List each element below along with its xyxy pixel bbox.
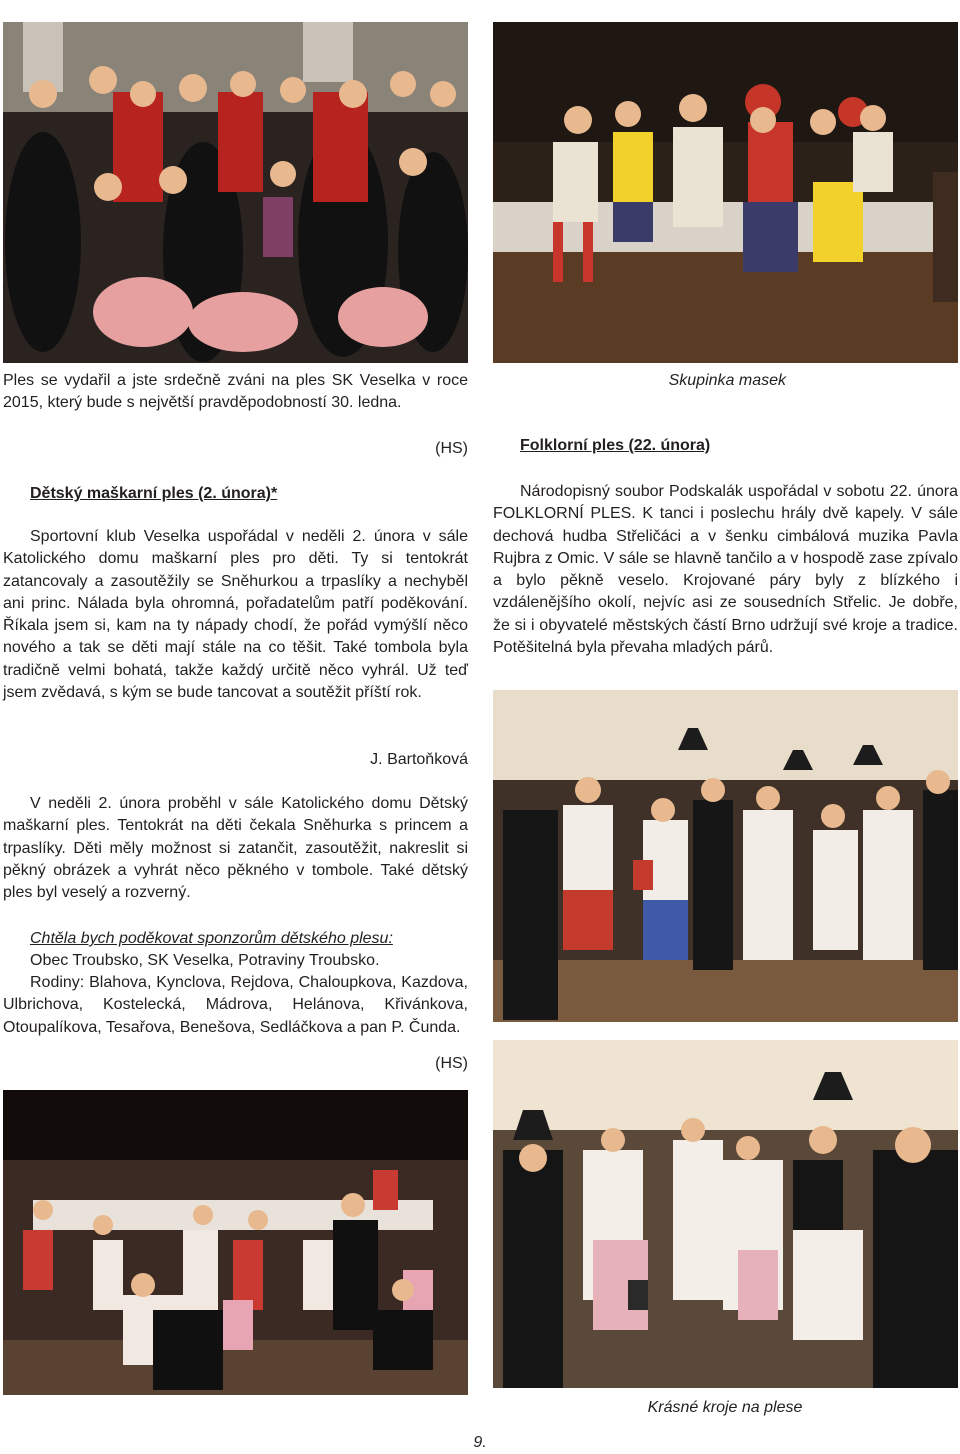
page-number: 9. [473, 1434, 487, 1451]
second-report-paragraph: V neděli 2. února proběhl v sále Katolického domu Dětský maškarní ples. Tentokrát na děti čekala Sněhurka s princem a trpaslíky. Děti měly možnost si zatančit, zasoutěžit, nakreslit si pěkný obrázek a vyhrát něco pěkného v tombole. Také dětský ples byl veselý a rozverný. [3, 795, 468, 902]
folk-ball-body: Národopisný soubor Podskalák uspořádal v sobotu 22. února FOLKLORNÍ PLES. K tanci i poslechu hrály dvě kapely. V sále dechová hudba Střeličáci a v šenku cimbálová muzika Pavla Rujbra z Omic. V sále se hlavně tančilo a v hospodě zase zpívalo a bylo pěkně veselo. Krojované páry byly z blízkého i vzdálenějšího okolí, nejvíc asi ze sousedních Střelic. Je dobře, že si i obyvatelé městských částí Brno udržují své kroje a tradice. Potěšitelná byla převaha mladých párů. [493, 483, 958, 657]
photo-folk-costumes [493, 1040, 958, 1388]
sponsors-line-1: Obec Troubsko, SK Veselka, Potraviny Troubsko. [30, 952, 380, 969]
childrens-ball-heading: Dětský maškarní ples (2. února)* [30, 485, 278, 502]
caption-costumes: Krásné kroje na plese [647, 1399, 803, 1416]
photo-folk-dancers [493, 690, 958, 1022]
folk-ball-heading: Folklorní ples (22. února) [520, 437, 711, 454]
photo-childrens-ball [3, 1090, 468, 1395]
sponsors-heading: Chtěla bych poděkovat sponzorům dětského plesu: [30, 930, 393, 947]
ples-intro-paragraph: Ples se vydařil a jste srdečně zváni na ples SK Veselka v roce 2015, který bude s největší pravděpodobností 30. ledna. [3, 372, 468, 412]
photo-mask-group [493, 22, 958, 363]
signature-hs-1: (HS) [435, 440, 468, 457]
caption-masks: Skupinka masek [668, 372, 786, 389]
signature-bartonkova: J. Bartoňková [370, 751, 468, 768]
sponsors-families: Rodiny: Blahova, Kynclova, Rejdova, Chaloupkova, Kazdova, Ulbrichova, Kostelecká, Mádrova, Helánova, Křivánkova, Otoupalíkova, Tesařova, Benešova, Sedláčkova a pan P. Čunda. [3, 974, 468, 1036]
photo-women-costumes [3, 22, 468, 363]
signature-hs-2: (HS) [435, 1055, 468, 1072]
childrens-ball-body: Sportovní klub Veselka uspořádal v neděli 2. února v sále Katolického domu maškarní ples pro děti. Ty si tentokrát zatancovaly a zasoutěžily se Sněhurkou a trpaslíky a nechyběl ani princ. Nálada byla ohromná, pořadatelům patří poděkování. Říkala jsem si, kam na ty nápady chodí, že pořád vymýšlí něco nového a tak se děti mají stále na co těšit. Také tombola byla tradičně velmi bohatá, takže každý určitě něco vyhrál. Už teď jsem zvědavá, s kým se bude tancovat a soutěžit příští rok. [3, 528, 468, 702]
